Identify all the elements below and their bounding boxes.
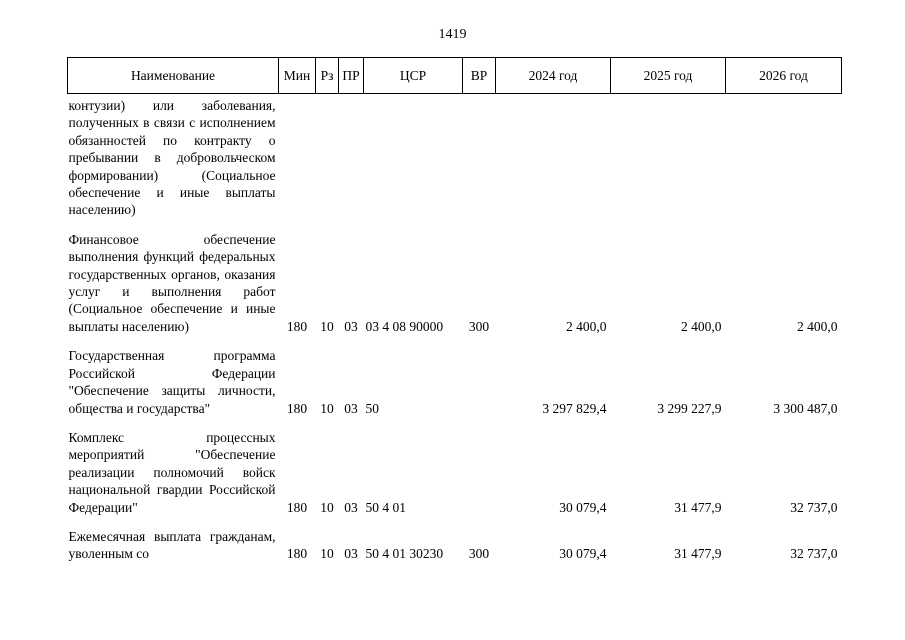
row-csr: 03 4 08 90000 bbox=[365, 318, 444, 334]
header-csr: ЦСР bbox=[364, 58, 463, 94]
row-2024: 2 400,0 bbox=[566, 318, 607, 334]
row-min: 180 bbox=[286, 499, 308, 515]
row-vr: 300 bbox=[468, 546, 490, 562]
row-2025 bbox=[611, 94, 726, 219]
row-rz: 10 bbox=[320, 400, 334, 416]
row-2025: 3 299 227,9 bbox=[657, 400, 722, 416]
row-2025: 31 477,9 bbox=[674, 546, 722, 562]
row-rz: 10 bbox=[320, 318, 334, 334]
row-2026: 32 737,0 bbox=[790, 499, 838, 515]
row-min bbox=[279, 94, 316, 219]
row-vr bbox=[463, 94, 496, 219]
table-row bbox=[68, 417, 842, 516]
header-min: Мин bbox=[279, 58, 316, 94]
row-2025: 2 400,0 bbox=[681, 318, 722, 334]
row-csr bbox=[364, 94, 463, 219]
row-csr: 50 4 01 30230 bbox=[365, 546, 444, 562]
header-2026: 2026 год bbox=[726, 58, 842, 94]
row-rz bbox=[316, 94, 339, 219]
row-2024: 3 297 829,4 bbox=[542, 400, 607, 416]
row-2024: 30 079,4 bbox=[559, 499, 607, 515]
row-rz: 10 bbox=[320, 499, 334, 515]
row-pr: 03 bbox=[344, 400, 358, 416]
row-name: контузии) или заболевания, полученных в связи с исполнением обязанностей по контракту о пребывании в добровольческом формировании) (Социальное обеспечение и иные выплаты населению) bbox=[68, 98, 276, 218]
header-2024: 2024 год bbox=[496, 58, 611, 94]
row-csr: 50 bbox=[365, 400, 379, 416]
row-min: 180 bbox=[286, 400, 308, 416]
row-pr: 03 bbox=[344, 546, 358, 562]
row-vr bbox=[463, 417, 496, 516]
row-name: Ежемесячная выплата гражданам, уволенным со bbox=[68, 528, 276, 562]
row-name: Государственная программа Российской Федерации "Обеспечение защиты личности, общества и государства" bbox=[68, 348, 276, 416]
row-2026: 2 400,0 bbox=[797, 318, 838, 334]
row-name: Комплекс процессных мероприятий "Обеспечение реализации полномочий войск национальной гвардии Российской Федерации" bbox=[68, 429, 276, 515]
row-2026: 3 300 487,0 bbox=[773, 400, 838, 416]
row-name: Финансовое обеспечение выполнения функций федеральных государственных органов, оказания услуг и выполнения работ (Социальное обеспечение и иные выплаты населению) bbox=[68, 231, 276, 334]
header-pr: ПР bbox=[339, 58, 364, 94]
table-row bbox=[68, 516, 842, 563]
row-vr: 300 bbox=[468, 318, 490, 334]
budget-table bbox=[67, 57, 842, 563]
row-2024 bbox=[496, 94, 611, 219]
row-pr bbox=[339, 94, 364, 219]
row-vr bbox=[463, 335, 496, 417]
header-name: Наименование bbox=[68, 58, 279, 94]
row-2026 bbox=[726, 94, 842, 219]
row-2024: 30 079,4 bbox=[559, 546, 607, 562]
row-2026: 32 737,0 bbox=[790, 546, 838, 562]
row-min: 180 bbox=[286, 318, 308, 334]
header-vr: ВР bbox=[463, 58, 496, 94]
row-min: 180 bbox=[286, 546, 308, 562]
table-row bbox=[68, 335, 842, 417]
header-rz: Рз bbox=[316, 58, 339, 94]
header-row bbox=[68, 58, 842, 94]
row-rz: 10 bbox=[320, 546, 334, 562]
table-row bbox=[68, 219, 842, 335]
table-row bbox=[68, 94, 842, 219]
row-pr: 03 bbox=[344, 318, 358, 334]
page-number: 1419 bbox=[438, 27, 467, 42]
header-2025: 2025 год bbox=[611, 58, 726, 94]
row-2025: 31 477,9 bbox=[674, 499, 722, 515]
row-csr: 50 4 01 bbox=[365, 499, 406, 515]
row-pr: 03 bbox=[344, 499, 358, 515]
